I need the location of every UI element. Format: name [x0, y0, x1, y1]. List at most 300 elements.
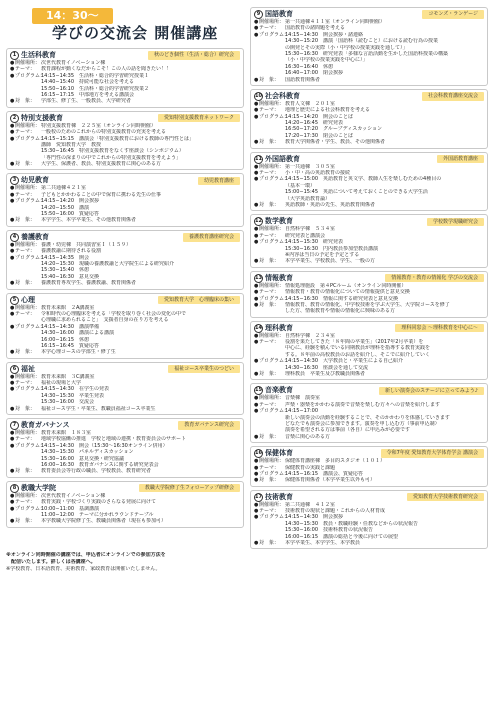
info-value: 養護教育専攻学生、養護教諭、教育関係者 — [41, 280, 137, 287]
info-value: 本学教職大学院修了生、教職員関係者（現在も参加可） — [41, 518, 167, 525]
bullet: ● — [10, 198, 15, 205]
info-value: 養護・幼児棟 共同演習室Ｉ（１５９） — [41, 241, 132, 248]
bullet: ● — [10, 499, 15, 506]
section-title: 外国語教育 — [265, 154, 300, 163]
bullet: ● — [10, 254, 15, 261]
bullet: ● — [254, 395, 259, 402]
info-label: プログラム： — [15, 386, 45, 393]
program-text: 15:30−16:00 技術科教育の状況報告 — [285, 527, 374, 534]
info-label: 開催場所： — [15, 241, 41, 248]
info-label: テーマ： — [259, 464, 280, 471]
section-number: 1 — [10, 51, 19, 60]
info-label: プログラム： — [15, 323, 45, 330]
info-label: プログラム： — [259, 408, 289, 415]
info-label: 開催場所： — [15, 373, 41, 380]
section-number: 12 — [255, 218, 262, 225]
info-value: 英語教師・英語の先生、英語教育関係者 — [285, 201, 376, 208]
section-header — [10, 233, 240, 242]
info-label: テーマ： — [15, 380, 36, 387]
section-number: 16 — [255, 450, 262, 457]
section-header — [254, 155, 484, 164]
bullet: ● — [10, 122, 15, 129]
bullet: ● — [10, 505, 15, 512]
info-value: 本学卒業生、学校教員、学生、一般の方 — [285, 258, 376, 265]
info-label: テーマ： — [15, 191, 36, 198]
info-value: 福祉コース学生・卒業生、教職員福祉コース卒業生 — [41, 405, 156, 412]
info-row — [10, 161, 240, 167]
course-section — [250, 271, 488, 318]
info-value: 14:15−17:00 — [285, 408, 319, 415]
info-label: プログラム： — [259, 295, 289, 302]
bullet: ● — [10, 241, 15, 248]
info-label: プログラム： — [259, 31, 289, 38]
section-header — [254, 324, 484, 333]
info-label: 開催場所： — [259, 458, 285, 465]
info-label: プログラム： — [259, 176, 289, 183]
info-value: 国語教育関係者 — [285, 76, 321, 83]
program-text: 新しい演奏会の活動を経験することで、そのかかわりを体感していきます — [285, 414, 450, 421]
info-row — [10, 280, 240, 286]
section-header — [10, 484, 240, 493]
info-value: 10:00−11:00 基調講演 — [41, 505, 100, 512]
info-label: 対 象： — [259, 201, 280, 208]
bullet: ● — [10, 442, 15, 449]
section-number: 2 — [10, 114, 19, 123]
right-column — [250, 7, 488, 549]
info-value: 国語教育の諸問題を考える — [285, 25, 346, 32]
info-label: プログラム： — [15, 505, 45, 512]
course-section — [250, 152, 488, 212]
info-label: テーマ： — [259, 401, 280, 408]
course-section — [6, 111, 244, 171]
info-value: 養護教諭に期待される役割 — [41, 248, 102, 255]
section-title: 国語教育 — [265, 10, 293, 19]
bullet: ● — [10, 518, 15, 525]
bullet: ● — [254, 25, 259, 32]
program-text: 15:30−16:00 意見交換・研究協議 — [41, 455, 125, 462]
program-text: 15:30−15:40 休憩 — [41, 267, 90, 274]
program-text: どなたでも演奏会に参加できます。演奏を申し込む方（事前申込制） — [285, 420, 440, 427]
bullet: ● — [254, 477, 259, 484]
section-title: 社会科教育 — [265, 91, 300, 100]
info-value: 中心に、経験を積んでいる同期教員が理科を指導する教育実践を — [285, 345, 431, 352]
bullet: ● — [254, 508, 259, 515]
bullet: ● — [10, 72, 15, 79]
bullet: ● — [254, 282, 259, 289]
info-row — [254, 77, 484, 83]
program-text: 16:40−17:00 閉会挨拶 — [285, 70, 344, 77]
info-value: 地理と歴史による社会科教育を考える — [285, 107, 371, 114]
info-label: 開催場所： — [15, 185, 41, 192]
info-label: 対 象： — [259, 433, 280, 440]
program-text: 14:30−15:30 教員・教職経験・任教などからの状況報告 — [285, 520, 419, 527]
bullet: ● — [254, 339, 259, 346]
section-number: 6 — [10, 365, 19, 374]
info-label: 開催場所： — [15, 430, 41, 437]
info-label: 対 象： — [15, 98, 36, 105]
section-title: 心理 — [21, 295, 35, 304]
info-label: 開催場所： — [259, 501, 285, 508]
bullet: ● — [254, 31, 259, 38]
bullet: ● — [254, 19, 259, 25]
section-number: 9 — [254, 10, 263, 19]
info-label: 対 象： — [259, 540, 280, 547]
bullet: ● — [254, 258, 259, 265]
info-label: テーマ： — [15, 436, 36, 443]
left-column — [6, 48, 244, 549]
info-value: 情報教育・教育の情報化についての情報提供と意見交換 — [285, 289, 410, 296]
bullet: ● — [10, 60, 15, 66]
info-value: 教育実践・学校づくり実践のさらなる発展に向けて — [41, 499, 157, 506]
info-value: 保健教育の実践と課題 — [285, 464, 336, 471]
bullet: ● — [10, 66, 15, 73]
info-row — [254, 308, 484, 314]
footnote-online-cont: 配信いたします。詳しくは各講座へ。 — [6, 559, 96, 566]
info-label: 対 象： — [15, 217, 36, 224]
info-row — [254, 434, 484, 440]
info-row — [254, 477, 484, 483]
page-title: 学びの交流会 開催講座 — [52, 24, 219, 42]
info-value: 教育未来館 ２A講義室 — [41, 304, 95, 311]
section-event-name: 外国語教育講座 — [437, 155, 484, 163]
section-header — [10, 51, 240, 60]
info-value: 子どもとかかわることの中で保育に携わる先生の仕事 — [41, 191, 162, 198]
program-text: 16:30−16:40 休憩 — [285, 63, 334, 70]
section-title: 数学教育 — [265, 217, 293, 226]
section-event-name: 情報教育・教育の情報化 学びの交流会 — [385, 274, 484, 282]
section-title: 技術教育 — [265, 492, 293, 501]
section-header — [10, 421, 240, 430]
info-label: プログラム： — [259, 113, 289, 120]
course-section — [250, 321, 488, 381]
bullet: ● — [254, 239, 259, 246]
program-text: 16:50−17:20 グループディスカッション — [285, 126, 383, 133]
program-text: 15:00−15:45 英語について考えておくことのできる大学生活 — [285, 189, 428, 196]
info-value: 教育未来館 １８３室 — [41, 430, 92, 437]
info-value: 14:15−15:00 英語教育と英文学、教師人生を楽しむための4種目の — [285, 176, 442, 183]
course-section — [250, 446, 488, 487]
info-label: テーマ： — [15, 66, 36, 73]
info-value: 教育課程が動くなだからこそ！この人の話を聞きたい！！ — [41, 66, 172, 73]
bullet: ● — [254, 540, 259, 547]
bullet: ● — [10, 304, 15, 311]
info-label: プログラム： — [15, 72, 45, 79]
course-section — [250, 383, 488, 443]
info-value: 14:15−16:15 講演会、質疑応答 — [285, 470, 364, 477]
info-label: 開催場所： — [259, 19, 285, 25]
section-header — [254, 217, 484, 226]
program-text: 14:20−16:45 研究発表 — [285, 120, 344, 127]
info-label: 対 象： — [259, 76, 280, 83]
section-event-name: 学校数学現職研究会 — [427, 218, 484, 226]
info-value: した方、情報教育や情報の情報化に興味のある方 — [285, 308, 396, 315]
info-value: 一般校のためのこれからの特別支援教育の充実を考える — [41, 129, 167, 136]
program-text: 11:00−12:00 テーマに分かれラウンドテーブル — [41, 511, 154, 518]
program-text: （小・中学校の授業実践を中心に）」 — [285, 57, 368, 64]
program-text: 15:50−16:00 質疑応答 — [41, 211, 100, 218]
info-value: 14:15−14:30 開会（15:30〜16:30オンライン併用） — [41, 442, 168, 449]
program-text: 14:30−16:00 講演による講演 — [41, 330, 115, 337]
bullet: ● — [254, 76, 259, 83]
course-section — [250, 490, 488, 550]
info-value: 14:15−14:30 開会挨拶・諸連絡 — [285, 31, 364, 38]
info-value: 大学生、保護者、教員、特別支援教育に関心のある方 — [41, 161, 162, 168]
bullet: ● — [10, 191, 15, 198]
section-title: 音楽教育 — [265, 386, 293, 395]
info-value: 心理職に求められること」 支援者自身の在り方を考える — [41, 317, 169, 324]
info-row — [10, 349, 240, 355]
section-number: 7 — [10, 421, 19, 430]
info-label: 対 象： — [15, 518, 36, 525]
info-label: 開催場所： — [15, 304, 41, 311]
bullet: ● — [10, 323, 15, 330]
info-value: 14:15−14:35 生活科・総合的学習研究授業１ — [41, 72, 150, 79]
info-value: 情報処理施設 第４PCルーム（オンライン同時開催） — [285, 282, 407, 289]
section-title: 保健体育 — [265, 449, 293, 458]
bullet: ● — [254, 433, 259, 440]
info-value: 教育大学関係者・学生、教員、その他関係者 — [285, 139, 386, 146]
bullet: ● — [254, 107, 259, 114]
program-text: ※内容は当日の予定を予定とする — [285, 251, 360, 258]
section-event-name: 福祉コース卒業生のつどい — [168, 365, 240, 373]
section-event-name: 秋のどき個性（生活・総合）研究会 — [148, 51, 240, 59]
section-title: 理科教育 — [265, 323, 293, 332]
footnote-online: ※オンライン同時開催の講座では、申込者にオンラインでの参加方法を — [6, 552, 166, 559]
bullet: ● — [254, 464, 259, 471]
course-section — [6, 230, 244, 290]
info-label: テーマ： — [259, 232, 280, 239]
info-value: 情報教育、教育の情報化、中学校技術を学ぶ大学生、大学院コースを修了 — [285, 301, 450, 308]
info-value: 14:15−14:30 大学教員と・卒業生による自己紹介 — [285, 358, 404, 365]
info-label: 開催場所： — [259, 332, 285, 339]
course-section — [6, 173, 244, 226]
section-header — [10, 176, 240, 185]
program-text: 15:40−16:30 意見交換 — [41, 273, 100, 280]
bullet: ● — [10, 310, 15, 317]
info-value: 自然科学棟 ５３４室 — [285, 226, 336, 233]
bullet: ● — [10, 386, 15, 393]
bullet: ● — [254, 226, 259, 233]
section-event-name: 新しい演奏会のステージに立ってみよう♪ — [379, 387, 484, 395]
bullet: ● — [254, 232, 259, 239]
info-value: 14:15−14:30 在学生の発表 — [41, 386, 110, 393]
section-event-name: 養護教育講座研究会 — [183, 233, 240, 241]
info-row — [10, 217, 240, 223]
program-text: 演奏を希望される方は事前（各自）に申込みが必要です — [285, 427, 411, 434]
program-text: 14:30−15:30 パネルディスカッション — [41, 449, 134, 456]
info-row — [10, 98, 240, 104]
bullet: ● — [254, 332, 259, 339]
info-value: 地域学校協働の推進 学校と地域の連携・教育委員会のサポート — [41, 436, 187, 443]
info-value: 教育人文棟 ２０１室 — [285, 100, 336, 107]
bullet: ● — [254, 176, 259, 183]
info-row — [254, 202, 484, 208]
info-label: 開催場所： — [259, 226, 285, 233]
program-text: （基本一環） — [285, 182, 316, 189]
info-label: テーマ： — [259, 25, 280, 32]
section-event-name: 社会科教育講座交流会 — [422, 92, 484, 100]
program-text: 「専門性の深まりの中でこれからの特別支援教育を考えよう」 — [41, 154, 182, 161]
info-value: 本学心理コースの学部生・修了生 — [41, 349, 116, 356]
info-label: テーマ： — [259, 508, 280, 515]
program-text: 15:30−16:00 交流会 — [41, 399, 95, 406]
section-number: 8 — [10, 484, 19, 493]
info-value: 特別支援教育棟 ２２５室（オンライン同時開催） — [41, 122, 156, 129]
program-text: 15:50−16:10 生活科・総合的学習研究授業２ — [41, 85, 150, 92]
program-text: 16:00−16:15 講演の総括と今後に向けての展望 — [285, 533, 399, 540]
bullet: ● — [10, 373, 15, 380]
bullet: ● — [254, 408, 259, 415]
bullet: ● — [10, 349, 15, 356]
program-text: 14:20−15:50 講演 — [41, 204, 90, 211]
info-value: 技術教育の現状と課題・これからの人材育成 — [285, 508, 386, 515]
section-event-name: 愛知教育大学 心理臨床の集い — [158, 296, 240, 304]
bullet: ● — [254, 100, 259, 107]
info-value: 理科教員 卒業生及び教職員関係者 — [285, 371, 366, 378]
section-title: 教育ガバナンス — [21, 421, 70, 430]
bullet: ● — [254, 113, 259, 120]
section-title: 特別支援教育 — [21, 113, 63, 122]
course-section — [250, 214, 488, 267]
program-text: 16:00−16:30 教育ガバナンスに関する研究発表会 — [41, 461, 159, 468]
info-label: 開催場所： — [15, 492, 41, 499]
section-title: 生活科教育 — [21, 51, 56, 60]
info-value: 本学学生、本学卒業生、その他教育関係者 — [41, 217, 137, 224]
program-text: 16:00−16:15 休憩 — [41, 336, 90, 343]
program-text: 講師 愛知教育大学 教授 — [41, 141, 102, 148]
program-text: 14:30−15:30 卒業生発表 — [41, 392, 105, 399]
info-label: 対 象： — [259, 301, 280, 308]
info-label: プログラム： — [15, 198, 45, 205]
section-title: 福祉 — [21, 364, 35, 373]
section-event-name: 令和7年度 愛知教育大学体育学会 講演会 — [381, 449, 484, 457]
info-label: テーマ： — [259, 170, 280, 177]
bullet: ● — [254, 358, 259, 365]
section-title: 教職大学院 — [21, 483, 56, 492]
bullet: ● — [10, 380, 15, 387]
section-number: 10 — [255, 92, 262, 99]
program-text: 14:40−15:40 持続可能な社会を考える — [41, 79, 135, 86]
info-value: 教育未来館 ３C講義室 — [41, 373, 95, 380]
info-value: 第一共通棟４１１室（オンライン同時開催） — [285, 19, 385, 25]
info-value: 次世代教育イノベーション棟 — [41, 60, 106, 66]
info-value: 令和時代の心理臨床を考える「学校を取り巻く社会の変化の中で — [41, 310, 187, 317]
bullet: ● — [254, 289, 259, 296]
info-label: プログラム： — [259, 514, 289, 521]
bullet: ● — [254, 201, 259, 208]
footnotes — [6, 552, 488, 572]
section-header — [10, 296, 240, 305]
section-event-name: 教育ガバナンス研究会 — [178, 421, 240, 429]
section-number: 13 — [255, 274, 262, 281]
info-label: テーマ： — [15, 129, 36, 136]
info-label: 対 象： — [259, 371, 280, 378]
info-value: 教育委員会等行政の職員、学校教員、教育研究者 — [41, 468, 152, 475]
bullet: ● — [254, 401, 259, 408]
info-label: 開催場所： — [259, 100, 285, 107]
info-value: 14:15−16:30 情報に関する研究発表と意見交換 — [285, 295, 399, 302]
info-value: 次世代教育イノベーション棟 — [41, 492, 106, 499]
bullet: ● — [10, 98, 15, 105]
bullet: ● — [10, 430, 15, 437]
section-number: 3 — [10, 176, 19, 185]
info-value: 第一共通棟 ３０５室 — [285, 163, 336, 170]
bullet: ● — [254, 163, 259, 170]
info-label: 対 象： — [259, 258, 280, 265]
info-row — [254, 258, 484, 264]
program-text: 14:20−15:30 現職の養護教諭と大学院生による研究紹介 — [41, 260, 175, 267]
bullet: ● — [10, 405, 15, 412]
section-title: 養護教育 — [21, 232, 49, 241]
bullet: ● — [10, 161, 15, 168]
info-label: テーマ： — [15, 499, 36, 506]
program-text: （大学英語教育論） — [285, 195, 331, 202]
info-label: テーマ： — [259, 107, 280, 114]
info-value: 14:15−14:30 講演準備 — [41, 323, 100, 330]
program-text: 15:30−16:30 円内教員参加型教員講演 — [285, 245, 379, 252]
section-number: 15 — [255, 387, 262, 394]
info-value: 14:15−14:30 開会挨拶 — [285, 514, 344, 521]
section-event-name: 愛知特別支援教育ネットワーク — [158, 114, 240, 122]
info-label: テーマ： — [15, 310, 36, 317]
info-value: 研究発表と講演会 — [285, 232, 326, 239]
info-label: 開催場所： — [15, 122, 41, 129]
section-header — [254, 493, 484, 502]
info-value: 小・中・高の英語教育の接続 — [285, 170, 351, 177]
info-value: 音楽に関心のある方 — [285, 433, 331, 440]
bullet: ● — [10, 248, 15, 255]
info-label: 対 象： — [259, 477, 280, 484]
section-header — [254, 449, 484, 458]
section-header — [10, 365, 240, 374]
info-row — [254, 540, 484, 546]
section-event-name: 理科同窓会 ～理科教育を中心に～ — [395, 324, 484, 332]
info-label: テーマ： — [259, 289, 280, 296]
program-text: 15:30−16:45 特別支援教育をなくす座談会（シンポジウム） — [41, 148, 184, 155]
bullet: ● — [254, 170, 259, 177]
section-header — [254, 274, 484, 283]
section-event-name: コモンズ・ランゲージ — [422, 10, 484, 18]
course-section — [6, 362, 244, 415]
course-section — [6, 293, 244, 359]
info-value: 14:15−15:15 講演会「特別支援教育における教師の専門性とは」 — [41, 135, 195, 142]
bullet: ● — [10, 217, 15, 224]
info-label: 開催場所： — [15, 60, 41, 66]
footnote-not-held: ※学校教育、日本語教育、美術教育、家政教育は開催いたしません。 — [6, 565, 161, 572]
program-text: 16:15−17:15 中部地方を考える講演会 — [41, 91, 135, 98]
program-text: 16:15−16:45 質疑応答 — [41, 342, 100, 349]
section-title: 幼児教育 — [21, 176, 49, 185]
info-label: プログラム： — [15, 135, 45, 142]
info-value: 本学卒業生、本学学生、本学教員 — [285, 540, 361, 547]
bullet: ● — [254, 458, 259, 465]
bullet: ● — [254, 470, 259, 477]
info-label: プログラム： — [259, 470, 289, 477]
info-row — [10, 406, 240, 412]
info-value: 14:15−14:20 開会挨拶 — [41, 198, 100, 205]
section-event-name: 教職大学院修了生フォローアップ研修会 — [139, 484, 240, 492]
info-row — [10, 518, 240, 524]
header — [6, 4, 488, 48]
section-number: 4 — [10, 233, 19, 242]
info-value: 第二共通棟 ４１２室 — [285, 501, 336, 508]
bullet: ● — [254, 301, 259, 308]
bullet: ● — [10, 185, 15, 192]
section-number: 17 — [255, 493, 262, 500]
bullet: ● — [254, 514, 259, 521]
section-header — [254, 92, 484, 101]
bullet: ● — [254, 295, 259, 302]
